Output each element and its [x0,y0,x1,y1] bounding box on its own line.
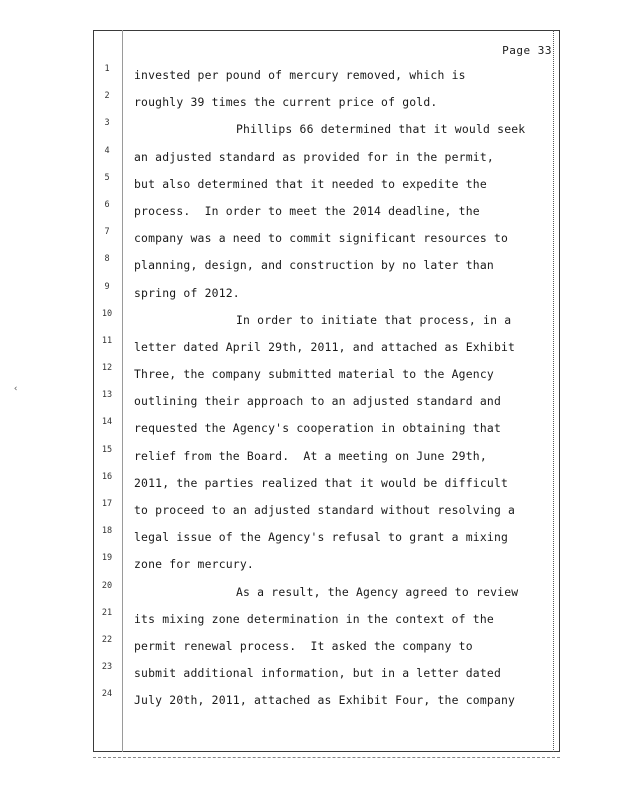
line-text: Phillips 66 determined that it would seek [236,122,526,137]
line-number: 11 [101,335,113,346]
line-text: Three, the company submitted material to the Agency [134,367,494,382]
transcript-line [0,307,618,334]
line-number: 5 [104,172,110,183]
transcript-line [0,116,618,143]
line-text: permit renewal process. It asked the company to [134,638,473,653]
line-text: July 20th, 2011, attached as Exhibit Four, the company [134,693,516,708]
line-number: 17 [101,499,113,509]
line-number: 8 [104,254,110,265]
line-text: As a result, the Agency agreed to review [236,584,519,599]
transcript-line [0,660,618,687]
line-text: spring of 2012. [134,285,240,300]
transcript-line [0,280,618,307]
transcript-line [0,415,618,442]
line-text: In order to initiate that process, in a [236,312,512,327]
line-number: 19 [101,553,113,564]
line-text: submit additional information, but in a letter dated [134,666,502,681]
line-number: 6 [104,199,110,210]
transcript-line [0,144,618,171]
transcript-line [0,579,618,606]
line-text: letter dated April 29th, 2011, and attached as Exhibit [134,339,516,354]
line-text: to proceed to an adjusted standard without resolving a [134,503,516,517]
line-text: process. In order to meet the 2014 deadline, the [134,203,480,218]
line-number: 21 [101,607,113,618]
line-number: 12 [101,363,113,374]
transcript-line [0,361,618,388]
line-text: invested per pound of mercury removed, which is [134,68,466,82]
transcript-line [0,252,618,279]
line-number: 2 [104,91,110,102]
line-number: 13 [101,390,113,401]
side-mark: ‹ [13,384,19,394]
line-number: 9 [104,281,110,292]
line-number: 10 [101,308,113,319]
line-number: 24 [101,689,113,700]
transcript-line [0,171,618,198]
transcript-line [0,551,618,578]
line-number: 15 [101,444,113,455]
transcript-line [0,62,618,89]
line-number: 4 [104,145,110,156]
line-text: requested the Agency's cooperation in obtaining that [134,421,502,436]
line-text: its mixing zone determination in the context of the [134,611,494,626]
transcript-line [0,443,618,470]
line-number: 7 [104,227,110,238]
line-number: 14 [101,417,113,428]
transcript-line [0,606,618,633]
transcript-line [0,687,618,714]
line-number: 18 [101,526,113,537]
line-text: planning, design, and construction by no later than [134,258,494,273]
transcript-line [0,524,618,551]
transcript-line [0,497,618,524]
line-text: legal issue of the Agency's refusal to grant a mixing [134,530,509,545]
line-text: company was a need to commit significant resources to [134,231,509,246]
transcript-line [0,198,618,225]
page-number: Page 33 [502,44,552,57]
line-text: roughly 39 times the current price of gold. [134,95,438,110]
line-number: 16 [101,471,113,482]
transcript-line [0,388,618,415]
line-number: 3 [104,118,110,129]
line-number: 22 [101,634,113,645]
transcript-line [0,225,618,252]
line-number: 23 [101,662,113,673]
transcript-body [0,62,618,715]
line-text: 2011, the parties realized that it would be difficult [134,475,509,490]
line-text: zone for mercury. [134,557,254,572]
transcript-line [0,633,618,660]
transcript-line [0,89,618,116]
transcript-line [0,470,618,497]
line-number: 1 [104,64,110,74]
line-text: but also determined that it needed to expedite the [134,176,487,191]
line-text: relief from the Board. At a meeting on June 29th, [134,448,487,463]
transcript-line [0,334,618,361]
line-text: an adjusted standard as provided for in the permit, [134,149,494,164]
bottom-rule [93,757,560,758]
line-text: outlining their approach to an adjusted standard and [134,394,502,409]
line-number: 20 [101,580,113,591]
